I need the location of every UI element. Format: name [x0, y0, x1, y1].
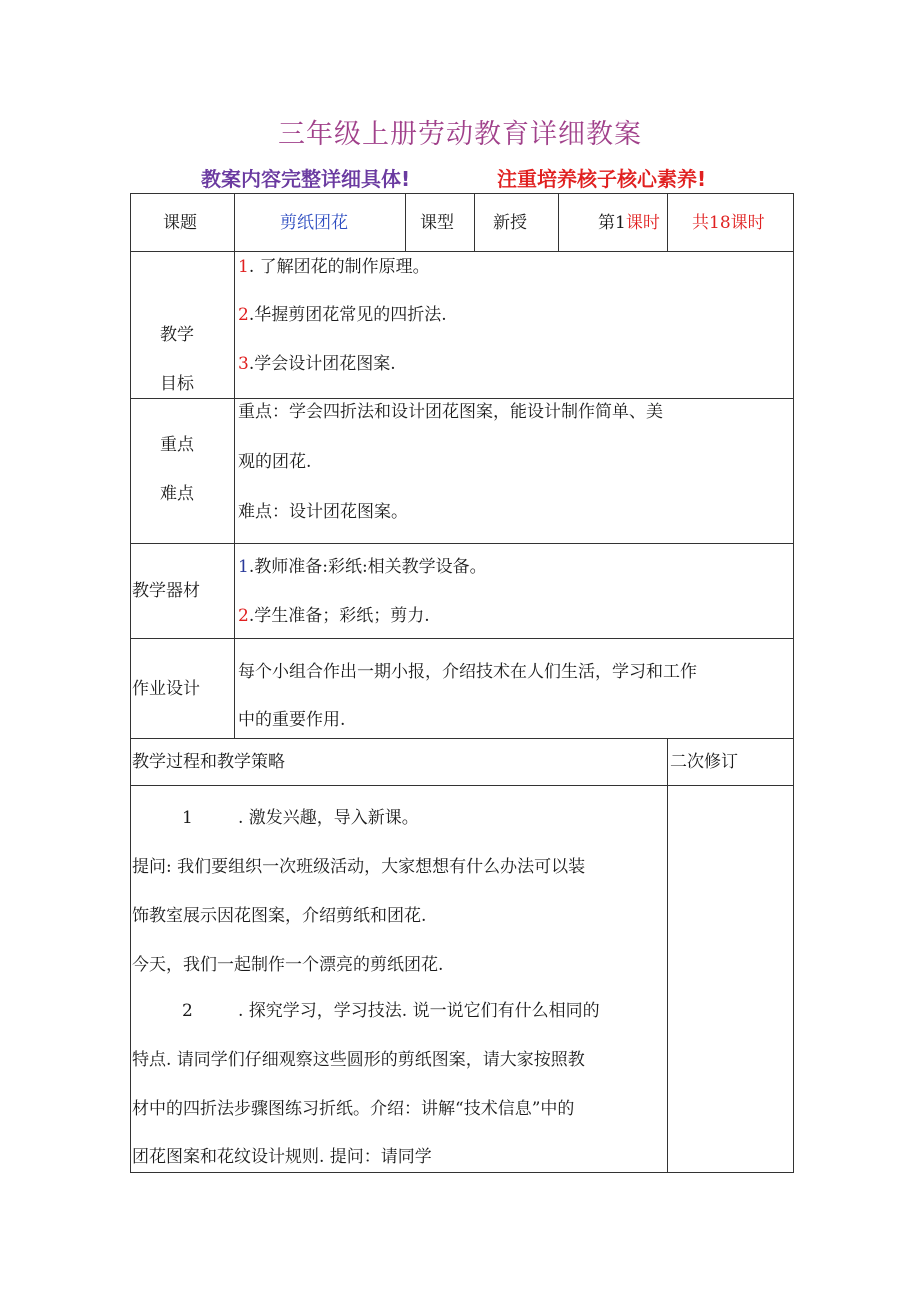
- document-title: 三年级上册劳动教育详细教案: [278, 119, 642, 150]
- goal-item: 2.华握剪团花常见的四折法.: [238, 305, 447, 325]
- step1-title: . 激发兴趣，导入新课。: [238, 808, 419, 828]
- lesson-suffix: 课时: [625, 213, 660, 233]
- homework-line: 中的重要作用.: [238, 710, 346, 730]
- process-line: 特点. 请同学们仔细观察这些圆形的剪纸图案，请大家按照教: [132, 1050, 585, 1070]
- materials-label: 教学器材: [132, 581, 200, 601]
- process-line: 今天，我们一起制作一个漂亮的剪纸团花.: [132, 955, 444, 975]
- goals-label-2: 目标: [160, 374, 194, 394]
- goals-label-1: 教学: [160, 325, 194, 345]
- keypoints-line: 观的团花.: [238, 452, 312, 472]
- homework-label: 作业设计: [132, 679, 200, 699]
- topic-value: 剪纸团花: [280, 213, 348, 233]
- keypoints-line: 重点：学会四折法和设计团花图案，能设计制作简单、美: [238, 402, 663, 422]
- process-line: 团花图案和花纹设计规则. 提问：请同学: [132, 1147, 432, 1167]
- lesson-plan-table: [130, 193, 794, 1173]
- goal-item: 3.学会设计团花图案.: [238, 354, 396, 374]
- process-line: 饰教室展示因花图案，介绍剪纸和团花.: [132, 906, 427, 926]
- process-line: 材中的四折法步骤图练习折纸。介绍：讲解“技术信息”中的: [132, 1099, 575, 1119]
- keypoints-label-2: 难点: [160, 484, 194, 504]
- type-value: 新授: [493, 213, 527, 233]
- keypoints-label-1: 重点: [160, 435, 194, 455]
- type-label: 课型: [420, 213, 454, 233]
- step2-number: 2: [182, 1001, 193, 1021]
- lesson-prefix: 第1: [598, 213, 626, 233]
- step1-number: 1: [182, 808, 193, 828]
- material-item: 1.教师准备:彩纸:相关教学设备。: [238, 557, 487, 577]
- topic-label: 课题: [163, 213, 197, 233]
- lesson-number: [598, 213, 660, 233]
- goal-item: 1. 了解团花的制作原理。: [238, 257, 430, 277]
- process-header: 教学过程和教学策略: [132, 752, 285, 772]
- process-line: 提问: 我们要组织一次班级活动，大家想想有什么办法可以装: [132, 857, 586, 877]
- material-item: 2.学生准备；彩纸；剪力.: [238, 606, 430, 626]
- slogan-right: 注重培养核子核心素养!: [497, 167, 707, 191]
- homework-line: 每个小组合作出一期小报，介绍技术在人们生活，学习和工作: [238, 662, 697, 682]
- keypoints-line: 难点：设计团花图案。: [238, 502, 408, 522]
- step2-title: . 探究学习，学习技法. 说一说它们有什么相同的: [238, 1001, 600, 1021]
- revision-header: 二次修订: [670, 752, 738, 772]
- total-lessons: 共18课时: [692, 213, 765, 233]
- slogan-left: 教案内容完整详细具体!: [201, 167, 411, 191]
